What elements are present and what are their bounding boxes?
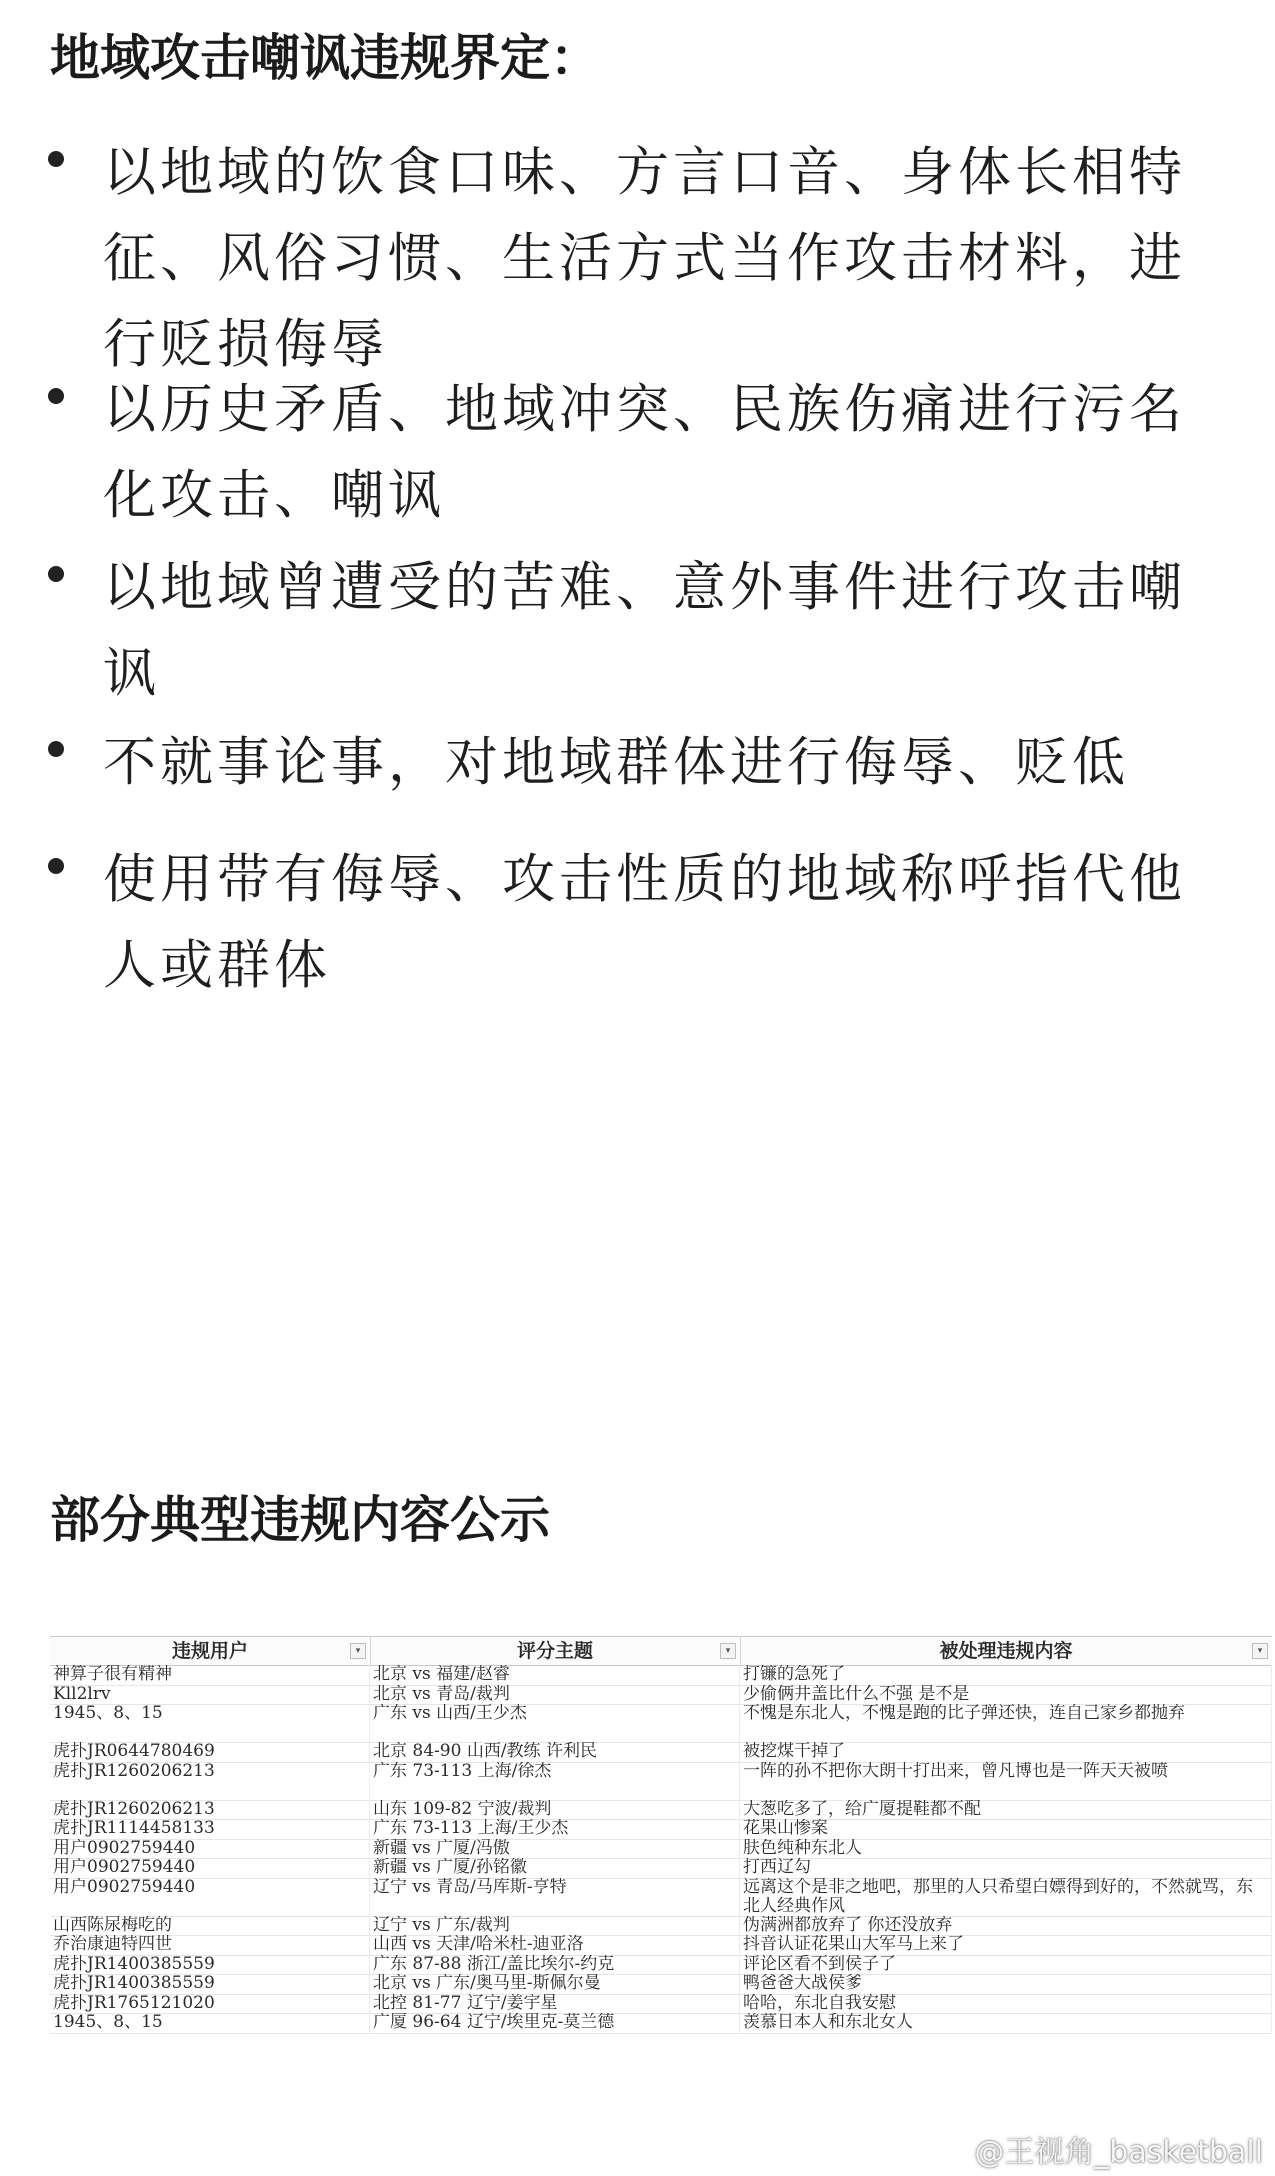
cell-topic: 山东 109-82 宁波/裁判: [370, 1800, 740, 1820]
cell-topic: 广东 73-113 上海/王少杰: [370, 1819, 740, 1839]
table-row: [50, 1974, 1272, 1995]
table-row: [50, 1935, 1272, 1956]
cell-topic: 北京 84-90 山西/教练 许利民: [370, 1742, 740, 1762]
cell-content: 羡慕日本人和东北女人: [740, 2013, 1272, 2033]
table-row: [50, 2013, 1272, 2034]
column-header-label: 被处理违规内容: [939, 1640, 1073, 1662]
cell-user: 用户0902759440: [50, 1878, 370, 1916]
violations-table: [50, 1636, 1272, 2176]
table-row: [50, 1878, 1272, 1917]
table-row: [50, 1955, 1272, 1976]
bullet-dot-icon: [48, 741, 64, 757]
cell-user: 乔治康迪特四世: [50, 1935, 370, 1955]
cell-topic: 北京 vs 广东/奥马里-斯佩尔曼: [370, 1974, 740, 1994]
cell-content: 打镰的急死了: [740, 1665, 1272, 1685]
column-header-label: 评分主题: [516, 1640, 593, 1662]
cell-user: Kll2lrv: [50, 1685, 370, 1705]
cell-user: 虎扑JR0644780469: [50, 1742, 370, 1762]
cell-topic: 北京 vs 青岛/裁判: [370, 1685, 740, 1705]
table-row: [50, 1916, 1272, 1937]
cell-content: 伪满洲都放弃了 你还没放弃: [740, 1916, 1272, 1936]
cell-content: 评论区看不到侯子了: [740, 1955, 1272, 1975]
table-row: [50, 1762, 1272, 1801]
filter-dropdown-icon[interactable]: ▾: [350, 1643, 366, 1659]
cell-user: 虎扑JR1765121020: [50, 1994, 370, 2014]
cell-content: 花果山惨案: [740, 1819, 1272, 1839]
cell-topic: 北京 vs 福建/赵睿: [370, 1665, 740, 1685]
cell-user: 1945、8、15: [50, 1704, 370, 1742]
cell-user: 虎扑JR1260206213: [50, 1800, 370, 1820]
cell-topic: 辽宁 vs 青岛/马库斯-亨特: [370, 1878, 740, 1916]
cell-content: 大葱吃多了，给广厦提鞋都不配: [740, 1800, 1272, 1820]
cell-topic: 新疆 vs 广厦/孙铭徽: [370, 1858, 740, 1878]
table-row: [50, 1819, 1272, 1840]
cell-user: 虎扑JR1400385559: [50, 1955, 370, 1975]
cell-content: 哈哈，东北自我安慰: [740, 1994, 1272, 2014]
bullet-text: 以地域的饮食口味、方言口音、身体长相特征、风俗习惯、生活方式当作攻击材料，进行贬损侮辱: [103, 142, 1186, 375]
cell-user: 虎扑JR1400385559: [50, 1974, 370, 1994]
cell-topic: 辽宁 vs 广东/裁判: [370, 1916, 740, 1936]
bullet-text: 以地域曾遭受的苦难、意外事件进行攻击嘲讽: [103, 557, 1186, 704]
column-header-topic[interactable]: [370, 1637, 741, 1665]
table-row: [50, 1685, 1272, 1706]
cell-user: 虎扑JR1260206213: [50, 1762, 370, 1800]
cell-user: 虎扑JR1114458133: [50, 1819, 370, 1839]
table-row: [50, 1742, 1272, 1763]
cell-topic: 新疆 vs 广厦/冯傲: [370, 1839, 740, 1859]
column-header-user[interactable]: [50, 1637, 371, 1665]
bullet-text: 以历史矛盾、地域冲突、民族伤痛进行污名化攻击、嘲讽: [103, 379, 1186, 526]
bullet-dot-icon: [48, 151, 64, 167]
cell-content: 抖音认证花果山大军马上来了: [740, 1935, 1272, 1955]
table-row: [50, 1800, 1272, 1821]
cell-content: 少偷俩井盖比什么不强 是不是: [740, 1685, 1272, 1705]
cell-content: 被挖煤干掉了: [740, 1742, 1272, 1762]
cell-topic: 广厦 96-64 辽宁/埃里克-莫兰德: [370, 2013, 740, 2033]
cell-user: 山西陈尿梅吃的: [50, 1916, 370, 1936]
watermark-text: @王视角_basketball: [974, 2135, 1263, 2170]
filter-dropdown-icon[interactable]: ▾: [720, 1643, 736, 1659]
cell-content: 打西辽勾: [740, 1858, 1272, 1878]
cell-user: 用户0902759440: [50, 1858, 370, 1878]
table-row: [50, 1994, 1272, 2015]
filter-dropdown-icon[interactable]: ▾: [1252, 1643, 1268, 1659]
bullet-dot-icon: [48, 566, 64, 582]
cell-topic: 广东 vs 山西/王少杰: [370, 1704, 740, 1742]
bullet-text: 使用带有侮辱、攻击性质的地域称呼指代他人或群体: [103, 849, 1186, 996]
cell-topic: 山西 vs 天津/哈米杜-迪亚洛: [370, 1935, 740, 1955]
table-row: [50, 1704, 1272, 1743]
cell-content: 不愧是东北人，不愧是跑的比子弹还快，连自己家乡都抛弃: [740, 1704, 1272, 1742]
cell-topic: 广东 73-113 上海/徐杰: [370, 1762, 740, 1800]
cell-user: 1945、8、15: [50, 2013, 370, 2033]
table-row: [50, 1858, 1272, 1879]
cell-content: 鸭爸爸大战侯爹: [740, 1974, 1272, 1994]
column-header-content[interactable]: [740, 1637, 1272, 1665]
cell-content: 肤色纯种东北人: [740, 1839, 1272, 1859]
column-header-label: 违规用户: [171, 1640, 248, 1662]
cell-content: 一阵的孙不把你大朗十打出来，曾凡博也是一阵天天被喷: [740, 1762, 1272, 1800]
cell-user: 用户0902759440: [50, 1839, 370, 1859]
cell-user: 神算子很有精神: [50, 1665, 370, 1685]
cell-topic: 广东 87-88 浙江/盖比埃尔-约克: [370, 1955, 740, 1975]
table-header: [50, 1636, 1272, 1666]
section-title-violations: 部分典型违规内容公示: [50, 1491, 550, 1549]
cell-topic: 北控 81-77 辽宁/姜宇星: [370, 1994, 740, 2014]
cell-content: 远离这个是非之地吧，那里的人只希望白嫖得到好的，不然就骂，东北人经典作风: [740, 1878, 1272, 1916]
table-row: [50, 1839, 1272, 1860]
section-title-definition: 地域攻击嘲讽违规界定：: [50, 29, 600, 87]
bullet-text: 不就事论事，对地域群体进行侮辱、贬低: [103, 732, 1129, 793]
bullet-dot-icon: [48, 388, 64, 404]
table-row: [50, 1665, 1272, 1686]
bullet-dot-icon: [48, 858, 64, 874]
